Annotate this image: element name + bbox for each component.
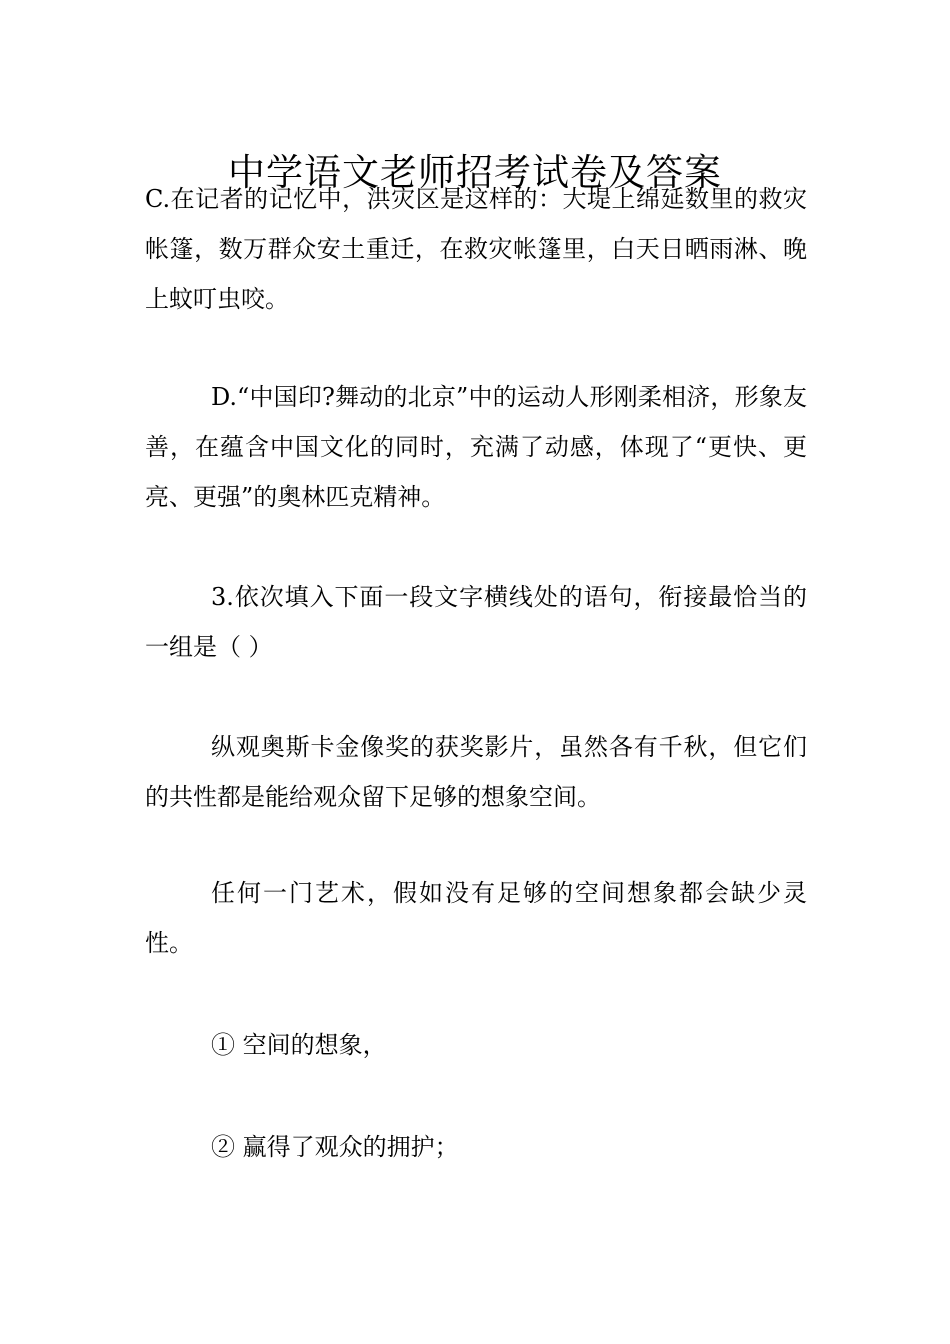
sentence-option-2: ② 赢得了观众的拥护； — [211, 1133, 459, 1161]
question-3: 3.依次填入下面一段文字横线处的语句，衔接最恰当的一组是（ ） — [145, 583, 807, 661]
paragraph-option-d: D.“中国印?舞动的北京”中的运动人形刚柔相济，形象友善，在蕴含中国文化的同时，充满了动感，体现了“更快、更亮、更强”的奥林匹克精神。 — [145, 383, 807, 511]
passage-paragraph-1: 纵观奥斯卡金像奖的获奖影片，虽然各有千秋，但它们的共性都是能给观众留下足够的想象空间。 — [145, 733, 807, 811]
paragraph-option-c: C.在记者的记忆中，洪灾区是这样的：大堤上绵延数里的救灾帐篷，数万群众安土重迁，在救灾帐篷里，白天日晒雨淋、晚上蚊叮虫咬。 — [145, 185, 807, 313]
passage-paragraph-2: 任何一门艺术，假如没有足够的空间想象都会缺少灵性。 — [145, 879, 807, 957]
sentence-option-1: ① 空间的想象， — [211, 1031, 387, 1059]
document-title: 中学语文老师招考试卷及答案 — [228, 150, 722, 194]
